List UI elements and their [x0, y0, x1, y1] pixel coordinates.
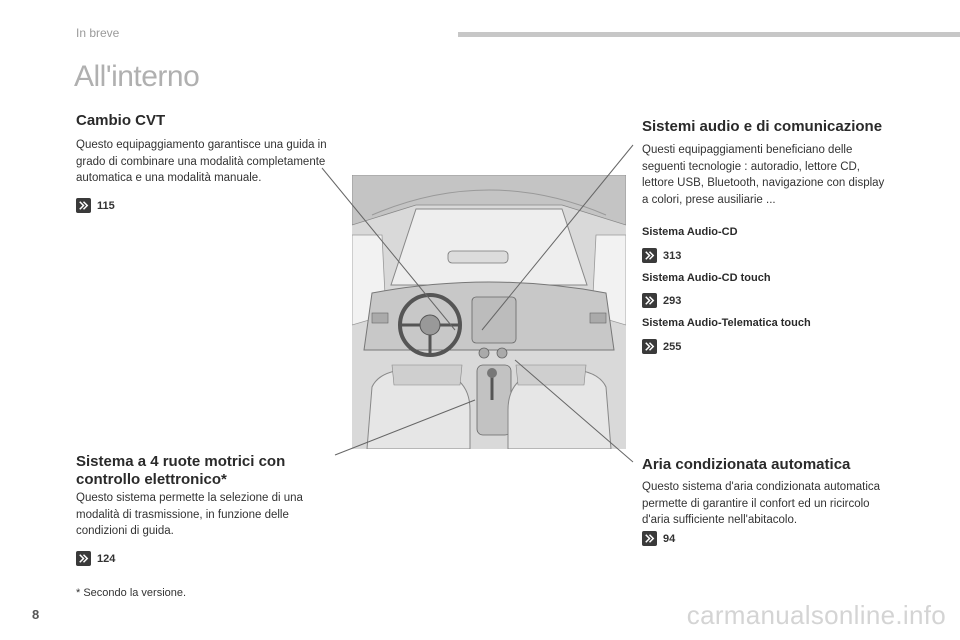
audio-item-label: Sistema Audio-Telematica touch	[642, 317, 811, 329]
audio-item-ref[interactable]	[642, 248, 681, 263]
audio-text-line: lettore USB, Bluetooth, navigazione con display	[642, 177, 885, 189]
awd-title	[76, 453, 285, 489]
header-bar	[458, 32, 960, 37]
page-ref-icon	[642, 339, 657, 354]
cvt-text-line: automatica e una modalità manuale.	[76, 172, 262, 184]
section-label: In breve	[76, 26, 120, 40]
watermark: carmanualsonline.info	[686, 600, 946, 630]
page-ref-icon	[642, 248, 657, 263]
audio-item-label: Sistema Audio-CD	[642, 226, 738, 238]
awd-ref-number: 124	[97, 552, 116, 565]
climate-ref-number: 94	[663, 532, 676, 545]
footnote: * Secondo la versione.	[76, 587, 187, 599]
audio-item-ref[interactable]	[642, 339, 681, 354]
climate-title: Aria condizionata automatica	[642, 456, 851, 473]
audio-item-ref[interactable]	[642, 293, 681, 308]
cvt-ref[interactable]	[76, 198, 115, 213]
cvt-title: Cambio CVT	[76, 112, 166, 129]
page-title: All'interno	[74, 60, 200, 93]
page-ref-icon	[76, 198, 91, 213]
audio-item-label: Sistema Audio-CD touch	[642, 272, 771, 284]
audio-item-ref-number: 313	[663, 249, 682, 262]
page-ref-icon	[76, 551, 91, 566]
climate-text	[642, 479, 880, 529]
audio-text	[642, 142, 884, 208]
cvt-text	[76, 137, 327, 187]
awd-ref[interactable]	[76, 551, 115, 566]
audio-text-line: Questi equipaggiamenti beneficiano delle	[642, 144, 853, 156]
page-number: 8	[32, 607, 40, 622]
audio-title: Sistemi audio e di comunicazione	[642, 118, 883, 135]
awd-text-line: modalità di trasmissione, in funzione delle	[76, 508, 289, 521]
cvt-text-line: Questo equipaggiamento garantisce una guida in	[76, 139, 327, 151]
page-ref-icon	[642, 293, 657, 308]
cvt-text-line: grado di combinare una modalità completamente	[76, 155, 326, 168]
awd-title-line: controllo elettronico*	[76, 471, 227, 488]
audio-item-ref-number: 293	[663, 294, 682, 307]
cvt-ref-number: 115	[97, 199, 115, 212]
page-ref-icon	[642, 531, 657, 546]
audio-text-line: a colori, prese ausiliarie ...	[642, 193, 776, 206]
car-interior-illustration	[352, 175, 626, 449]
awd-title-line: Sistema a 4 ruote motrici con	[76, 453, 286, 470]
awd-text	[76, 490, 303, 540]
climate-text-line: Questo sistema d'aria condizionata automatica	[642, 481, 881, 493]
climate-text-line: permette di garantire il confort ed un ricircolo	[642, 497, 870, 510]
awd-text-line: Questo sistema permette la selezione di una	[76, 492, 303, 504]
climate-text-line: d'aria sufficiente nell'abitacolo.	[642, 514, 798, 526]
climate-ref[interactable]	[642, 531, 675, 546]
awd-text-line: condizioni di guida.	[76, 525, 174, 537]
audio-item-ref-number: 255	[663, 340, 682, 353]
audio-text-line: seguenti tecnologie : autoradio, lettore CD,	[642, 160, 860, 173]
